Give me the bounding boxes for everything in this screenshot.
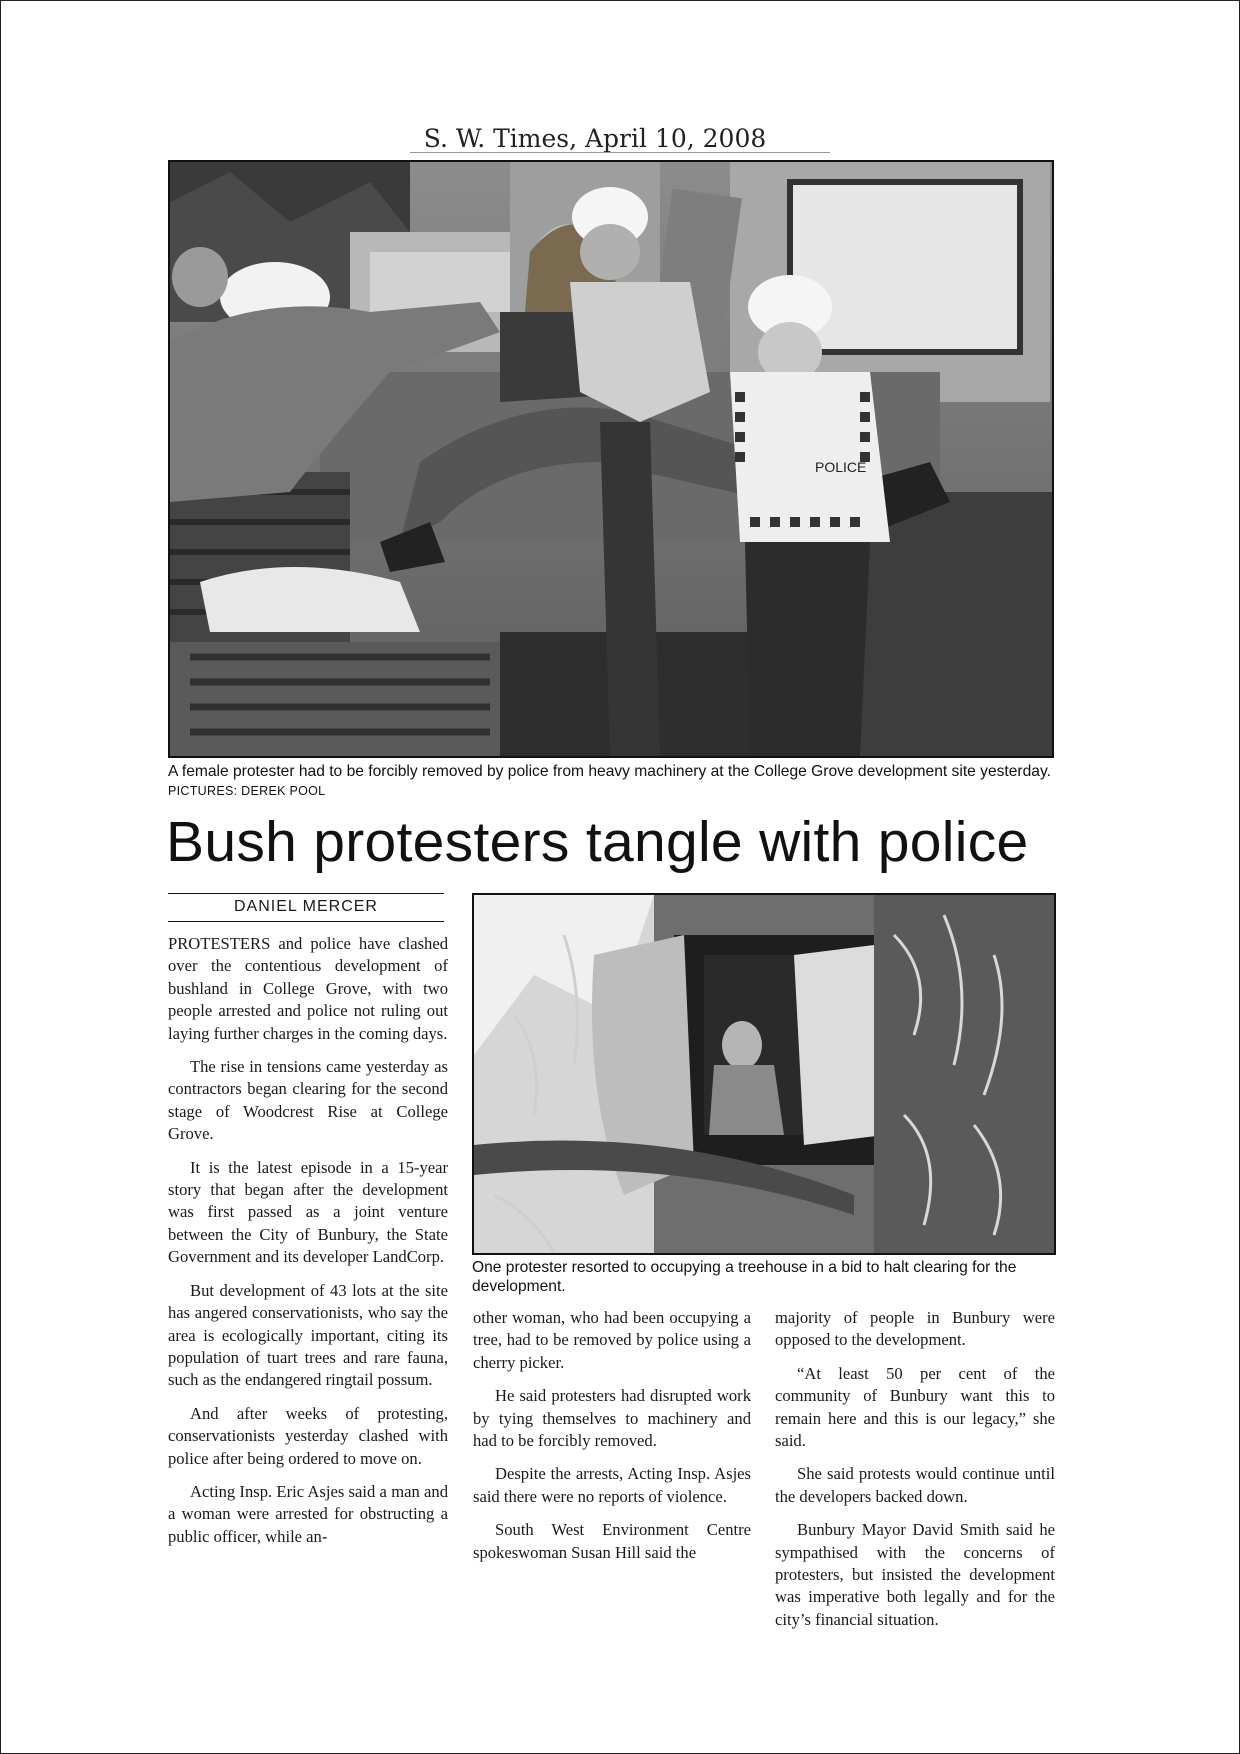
source-line: S. W. Times, April 10, 2008 [423, 124, 767, 153]
byline: DANIEL MERCER [234, 898, 378, 915]
paragraph: majority of people in Bunbury were opposed to the development. [775, 1308, 1055, 1350]
photo-credit: PICTURES: DEREK POOL [168, 784, 326, 798]
main-photo-image [170, 162, 1052, 756]
article-column-3 [775, 1307, 1055, 1642]
byline-rule-top [168, 893, 444, 894]
paragraph: The rise in tensions came yesterday as contractors began clearing for the second stage of Woodcrest Rise at College Grove. [168, 1057, 448, 1144]
treehouse-photo-caption: One protester resorted to occupying a treehouse in a bid to halt clearing for the development. [472, 1259, 1017, 1295]
paragraph: But development of 43 lots at the site has angered conservationists, who say the area is ecologically important, citing its population of tuart trees and rare fauna, such as the endangered ringtail possum. [168, 1280, 448, 1390]
source-underline [410, 152, 830, 153]
main-photo-caption-text: A female protester had to be forcibly removed by police from heavy machinery at the College Grove development site yesterday. [168, 763, 1051, 780]
article-column-2 [473, 1307, 751, 1575]
main-photo-caption [168, 762, 1052, 801]
paragraph: South West Environment Centre spokeswoman Susan Hill said the [473, 1520, 751, 1562]
paragraph: She said protests would continue until the developers backed down. [775, 1464, 1055, 1506]
treehouse-photo-image [474, 895, 1054, 1253]
paragraph: He said protesters had disrupted work by tying themselves to machinery and had to be forcibly removed. [473, 1386, 751, 1451]
paragraph: “At least 50 per cent of the community of Bunbury want this to remain here and this is our legacy,” she said. [775, 1363, 1055, 1451]
paragraph: other woman, who had been occupying a tree, had to be removed by police using a cherry picker. [473, 1308, 751, 1372]
byline-rule-bottom [168, 921, 444, 922]
main-photo [168, 160, 1054, 758]
paragraph: Despite the arrests, Acting Insp. Asjes said there were no reports of violence. [473, 1464, 751, 1506]
paragraph: And after weeks of protesting, conservationists yesterday clashed with police after being ordered to move on. [168, 1403, 448, 1468]
treehouse-photo [472, 893, 1056, 1255]
police-vest-text: POLICE [815, 459, 867, 475]
article-column-1 [168, 933, 448, 1559]
paragraph: Bunbury Mayor David Smith said he sympathised with the concerns of protesters, but insisted the development was imperative both legally and for the city’s financial situation. [775, 1520, 1055, 1629]
headline: Bush protesters tangle with police [166, 810, 1029, 874]
paragraph: Acting Insp. Eric Asjes said a man and a woman were arrested for obstructing a public officer, while an- [168, 1481, 448, 1546]
paragraph: PROTESTERS and police have clashed over the contentious development of bushland in College Grove, with two people arrested and police not ruling out laying further charges in the coming days. [168, 934, 448, 1043]
paragraph: It is the latest episode in a 15-year story that began after the development was first passed as a joint venture between the City of Bunbury, the State Government and its developer LandCorp. [168, 1157, 448, 1267]
